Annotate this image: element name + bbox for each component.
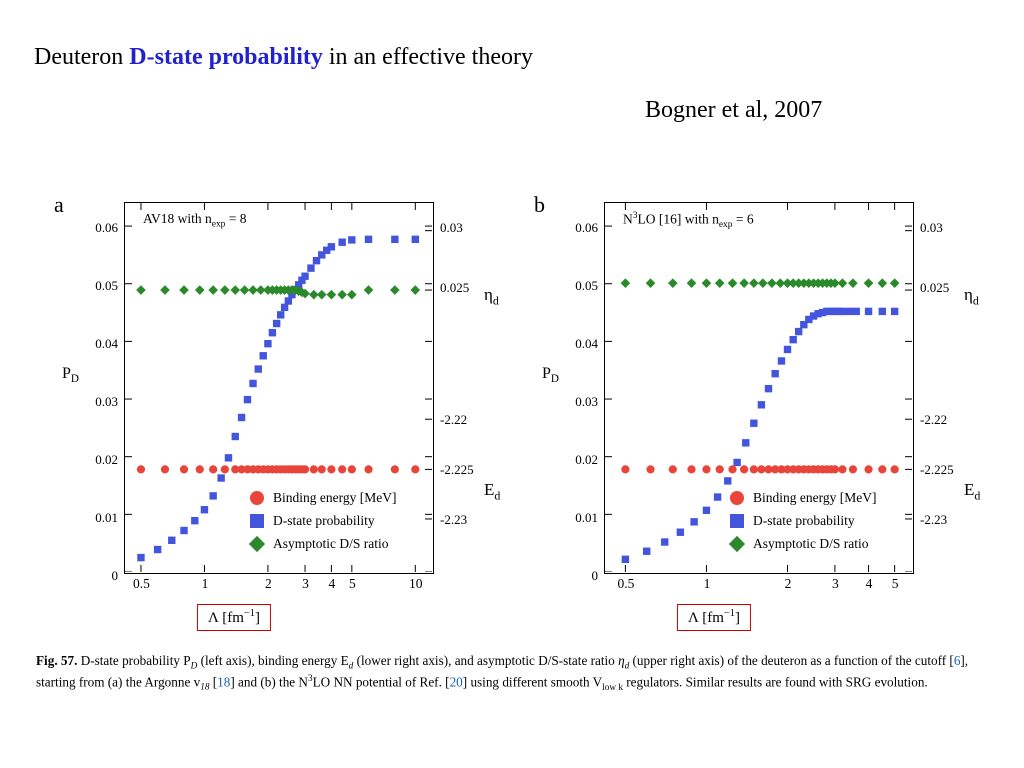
y-ticks-right-b (920, 202, 980, 574)
xtick: 1 (201, 576, 209, 591)
xtick: 0.5 (617, 576, 635, 591)
circle-marker-icon (250, 491, 264, 505)
ytick: 0.01 (575, 510, 598, 525)
ytick: 0.05 (575, 278, 598, 293)
xtick: 10 (409, 576, 423, 591)
ytick-eta: 0.025 (920, 280, 950, 295)
legend-label: Binding energy [MeV] (753, 489, 877, 505)
right-axis-label-eta-b: $\eta_d$ (964, 285, 979, 308)
title-accent: D-state probability (129, 44, 323, 70)
legend-b (730, 486, 876, 555)
ytick-ed: -2.22 (440, 412, 468, 427)
ytick-ed: -2.23 (920, 512, 948, 527)
xtick: 3 (832, 576, 839, 591)
plot-title-b: $N^3LO$ [16] with $n_{exp} = 6$ (623, 211, 754, 231)
legend-item-d-state (250, 509, 396, 532)
xtick: 4 (328, 576, 336, 591)
plot-area-b (604, 202, 914, 574)
ytick: 0.03 (575, 394, 598, 409)
diamond-marker-icon (729, 535, 745, 551)
plot-area-a (124, 202, 434, 574)
x-axis-title-b: Λ $[fm^{-1}]$ (677, 604, 751, 631)
y-ticks-left-b (550, 202, 598, 583)
legend-label: Asymptotic D/S ratio (753, 535, 869, 551)
x-axis-title-a: Λ $[fm^{-1}]$ (197, 604, 271, 631)
panel-letter-a: a (54, 192, 64, 217)
figure-area (34, 180, 994, 650)
page-title (34, 44, 533, 71)
plot-title-a: AV18 with $n_{exp} = 8$ (143, 211, 247, 230)
right-axis-label-ed-b: $E_d$ (964, 480, 981, 503)
ytick: 0.03 (95, 394, 118, 409)
citation: Bogner et al, 2007 (645, 97, 823, 123)
ytick: 0 (111, 568, 118, 583)
ytick: 0.06 (575, 220, 598, 235)
ytick: 0.02 (575, 452, 598, 467)
ytick: 0.01 (95, 510, 118, 525)
legend-label: Asymptotic D/S ratio (273, 535, 389, 551)
x-ticks-b (604, 576, 914, 600)
right-axis-label-ed-a: $E_d$ (484, 480, 501, 503)
ytick-eta: 0.03 (440, 220, 463, 235)
legend-item-asym-ratio (250, 532, 396, 555)
circle-marker-icon (730, 491, 744, 505)
xtick: 3 (302, 576, 309, 591)
chart-panel-a (44, 180, 514, 650)
title-prefix: Deuteron (34, 44, 130, 70)
xtick: 1 (703, 576, 711, 591)
xtick: 2 (265, 576, 272, 591)
xtick: 0.5 (133, 576, 150, 591)
ytick: 0 (591, 568, 598, 583)
ytick-ed: -2.225 (440, 462, 474, 477)
y-ticks-left-a (70, 202, 118, 583)
right-axis-label-eta-a: $\eta_d$ (484, 285, 499, 308)
legend-item-binding-energy (730, 486, 876, 509)
square-marker-icon (250, 514, 264, 528)
caption-label: Fig. 57. (36, 653, 78, 668)
y-axis-label-b: $P_D$ (542, 365, 559, 386)
legend-label: D-state probability (753, 512, 855, 528)
legend-a (250, 486, 396, 555)
ytick: 0.05 (95, 278, 118, 293)
ytick: 0.06 (95, 220, 118, 235)
chart-panel-b (524, 180, 994, 650)
xtick: 5 (348, 576, 356, 591)
x-ticks-a (124, 576, 434, 600)
panel-letter-b: b (534, 192, 545, 217)
y-ticks-right-a (440, 202, 500, 574)
ytick: 0.04 (95, 336, 118, 351)
ytick-ed: -2.225 (920, 462, 954, 477)
square-marker-icon (730, 514, 744, 528)
ytick-ed: -2.23 (440, 512, 468, 527)
legend-item-d-state (730, 509, 876, 532)
y-axis-label-a: $P_D$ (62, 365, 79, 386)
title-suffix: in an effective theory (322, 44, 533, 70)
legend-item-asym-ratio (730, 532, 876, 555)
legend-label: Binding energy [MeV] (273, 489, 397, 505)
xtick: 5 (891, 576, 899, 591)
figure-caption: Fig. 57. D-state probability $P_D$ (left axis), binding energy $E_d$ (lower right axis), and asymptotic D/S-state ratio $\eta_d$ (upper right axis) of the deuteron as a function of the cutoff [6], starting from (a) the Argonne $v_{18}$ [18] and (b) the $N^3LO$ NN potential of Ref. [20] using different smooth $V_{low k}$ regulators. Similar results are found with SRG evolution. (36, 653, 969, 692)
ytick: 0.04 (575, 336, 598, 351)
legend-item-binding-energy (250, 486, 396, 509)
xtick: 2 (784, 576, 792, 591)
ytick-eta: 0.025 (440, 280, 470, 295)
legend-label: D-state probability (273, 512, 375, 528)
ytick: 0.02 (95, 452, 118, 467)
ytick-ed: -2.22 (920, 412, 948, 427)
diamond-marker-icon (249, 535, 265, 551)
xtick: 4 (865, 576, 873, 591)
ytick-eta: 0.03 (920, 220, 943, 235)
